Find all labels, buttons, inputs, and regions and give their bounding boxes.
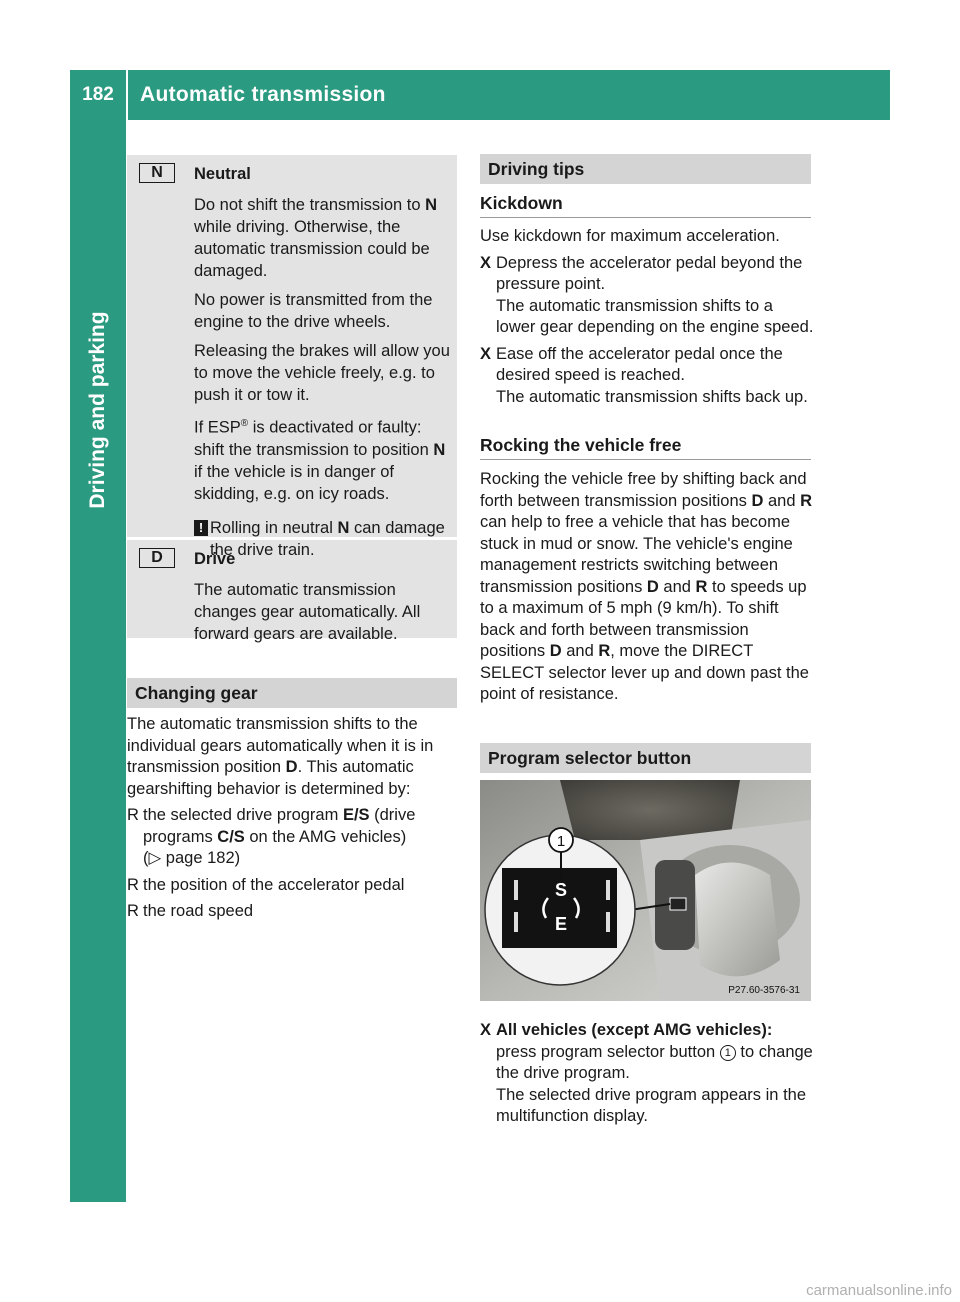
table-row-drive bbox=[127, 540, 457, 643]
step-item: X Depress the accelerator pedal beyond the pressure point. The automatic transmission shifts to a lower gear depending on the engine speed. bbox=[480, 253, 814, 336]
list-item: R the position of the accelerator pedal bbox=[127, 875, 405, 894]
warning-icon: ! bbox=[194, 520, 208, 536]
step-item: X Ease off the accelerator pedal once the desired speed is reached. The automatic transmission shifts back up. bbox=[480, 344, 808, 406]
neutral-content bbox=[194, 155, 457, 573]
changing-gear-heading: Changing gear bbox=[127, 678, 457, 708]
kickdown-body bbox=[480, 226, 814, 408]
callout-1-icon: 1 bbox=[720, 1045, 736, 1061]
side-tab-label: Driving and parking bbox=[86, 311, 109, 509]
side-tab bbox=[70, 120, 126, 1202]
drive-title: Drive bbox=[194, 550, 236, 568]
neutral-title: Neutral bbox=[194, 165, 251, 183]
neutral-p1: Do not shift the transmission to N while driving. Otherwise, the automatic transmission could be damaged. bbox=[194, 196, 438, 280]
list-item: R the selected drive program E/S (drive programs C/S on the AMG vehicles) (▷ page 182) bbox=[127, 806, 416, 867]
table-row-neutral bbox=[127, 155, 457, 559]
program-selector-body bbox=[480, 1015, 814, 1128]
neutral-p3: Releasing the brakes will allow you to move the vehicle freely, e.g. to push it or tow it. bbox=[194, 342, 450, 404]
figure-code: P27.60-3576-31 bbox=[728, 985, 800, 996]
gear-n-symbol: N bbox=[139, 163, 175, 183]
page-title: Automatic transmission bbox=[140, 83, 386, 106]
gear-d-symbol: D bbox=[139, 548, 175, 568]
kickdown-heading: Kickdown bbox=[480, 193, 811, 218]
step-item: X All vehicles (except AMG vehicles): press program selector button 1 to change the drive program. The selected drive program appears in the multifunction display. bbox=[480, 1021, 813, 1125]
figure-label-s: S bbox=[554, 880, 568, 900]
gear-table bbox=[127, 155, 457, 643]
drive-p1: The automatic transmission changes gear automatically. All forward gears are available. bbox=[194, 581, 421, 643]
warning-note: ! Rolling in neutral N can damage the drive train. bbox=[194, 517, 451, 561]
figure-label-e: E bbox=[554, 914, 568, 934]
neutral-p4: If ESP® is deactivated or faulty: shift the transmission to position N if the vehicle is in danger of skidding, e.g. on icy roads. bbox=[194, 418, 446, 503]
figure-callout: 1 bbox=[556, 833, 566, 850]
rocking-text: Rocking the vehicle free by shifting back and forth between transmission positions D and R can help to free a vehicle that has become stuck in mud or snow. The vehicle's engine management restricts switching between transmission positions D and R to speeds up to a maximum of 5 mph (9 km/h). To shift back and forth between transmission positions D and R, move the DIRECT SELECT selector lever up and down past the point of resistance. bbox=[480, 470, 813, 703]
header-divider bbox=[126, 70, 128, 120]
watermark: carmanualsonline.info bbox=[806, 1282, 952, 1299]
program-selector-figure bbox=[480, 780, 811, 1001]
kickdown-intro: Use kickdown for maximum acceleration. bbox=[480, 227, 780, 245]
program-selector-heading: Program selector button bbox=[480, 743, 811, 773]
changing-gear-body bbox=[127, 714, 457, 923]
rocking-heading: Rocking the vehicle free bbox=[480, 435, 811, 460]
neutral-p2: No power is transmitted from the engine to the drive wheels. bbox=[194, 291, 433, 331]
rocking-body bbox=[480, 469, 814, 706]
list-item: R the road speed bbox=[127, 902, 254, 920]
page-ref-icon: ▷ bbox=[148, 849, 162, 867]
changing-gear-intro: The automatic transmission shifts to the individual gears automatically when it is in transmission position D. This automatic gearshifting behavior is determined by: bbox=[127, 715, 434, 798]
page-number: 182 bbox=[82, 84, 114, 105]
drive-content bbox=[194, 540, 457, 664]
page-ref-link[interactable]: page 182 bbox=[165, 849, 235, 867]
driving-tips-heading: Driving tips bbox=[480, 154, 811, 184]
